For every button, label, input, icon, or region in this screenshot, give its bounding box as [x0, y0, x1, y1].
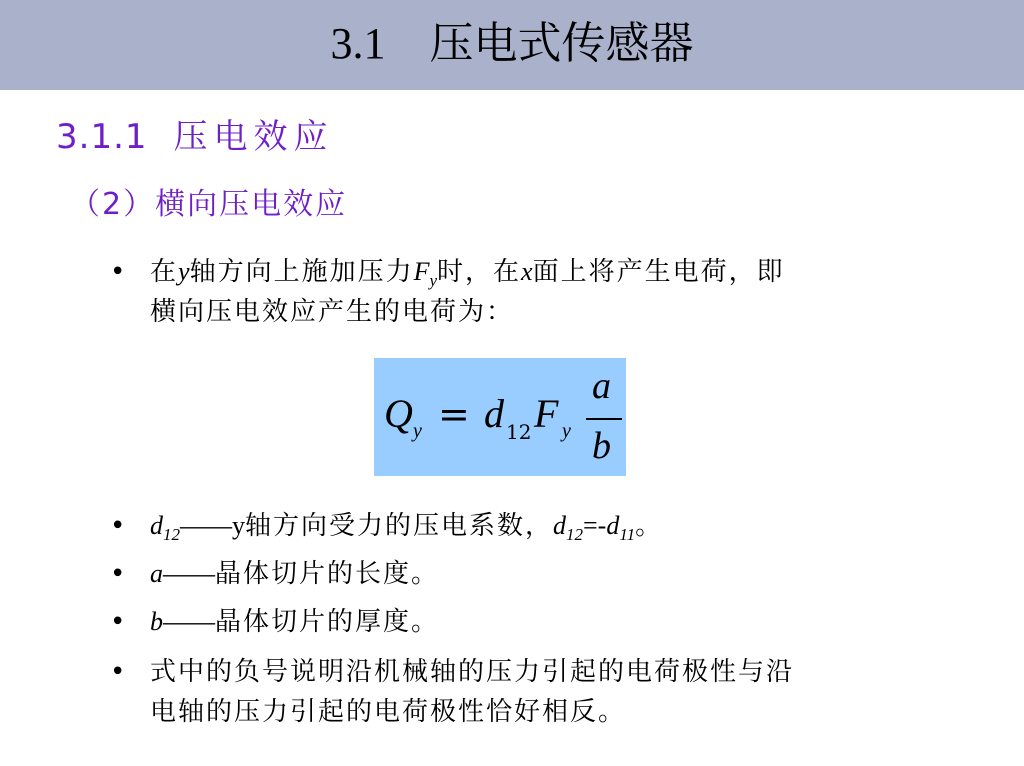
formula-Q-subscript: y — [413, 420, 422, 442]
var-d: d — [606, 511, 620, 540]
formula-F-subscript: y — [562, 420, 571, 442]
text-segment: 面上将产生电荷，即 — [532, 257, 785, 287]
formula-F: F — [534, 391, 559, 436]
var-F: F — [413, 257, 430, 286]
var-a: a — [150, 559, 163, 588]
bullet-d12 — [110, 506, 930, 546]
var-x: x — [521, 257, 533, 286]
var-d-subscript: 12 — [566, 525, 584, 544]
bullet-line-2: 横向压电效应产生的电荷为： — [150, 297, 515, 327]
var-d: d — [553, 511, 567, 540]
bullet-dot: • — [110, 257, 126, 287]
text-segment: 轴方向上施加压力 — [189, 257, 414, 287]
text-segment: 。 — [635, 511, 664, 541]
text-segment: 晶体切片的长度。 — [215, 559, 440, 589]
dash: —— — [180, 511, 232, 540]
text-segment: 晶体切片的厚度。 — [215, 607, 440, 637]
slide-title-text: 压电式传感器 — [429, 18, 694, 69]
var-F-subscript: y — [429, 271, 438, 290]
bullet-dot: • — [110, 511, 126, 541]
var-d: d — [150, 511, 163, 540]
dash: —— — [163, 607, 215, 636]
text-y: y — [232, 511, 245, 540]
section-number: 3.1.1 — [56, 117, 148, 157]
subsection-number: 2 — [102, 187, 124, 222]
bullet-sign-explanation — [110, 652, 930, 736]
bullet-line-2: 电轴的压力引起的电荷极性恰好相反。 — [150, 697, 627, 727]
fraction-bar — [586, 418, 622, 420]
slide-title-number: 3.1 — [330, 19, 386, 68]
var-y: y — [178, 257, 190, 286]
bullet-text — [150, 602, 439, 642]
bullet-dot: • — [110, 607, 126, 637]
formula-d: d — [484, 391, 504, 436]
text-segment: 在 — [150, 257, 179, 287]
bullet-transverse-force — [110, 252, 930, 336]
text-segment: 轴方向受力的压电系数， — [245, 511, 554, 541]
var-d-subscript: 11 — [619, 525, 636, 544]
bullet-dot: • — [110, 657, 126, 687]
text-segment: 时，在 — [437, 257, 522, 287]
section-text: 压电效应 — [173, 117, 334, 157]
var-b: b — [150, 607, 163, 636]
dash: —— — [163, 559, 215, 588]
var-d-subscript: 12 — [163, 525, 180, 544]
bullet-a — [110, 554, 930, 594]
section-heading — [56, 112, 334, 162]
bullet-b — [110, 602, 930, 642]
formula-denominator: b — [592, 425, 611, 467]
formula-Q: Q — [384, 391, 413, 436]
bullet-line-1: 式中的负号说明沿机械轴的压力引起的电荷极性与沿 — [150, 657, 795, 687]
formula-equals: = — [438, 392, 470, 436]
bullet-dot: • — [110, 559, 126, 589]
subsection-text: 横向压电效应 — [155, 187, 348, 222]
formula-d-subscript: 12 — [506, 420, 532, 444]
subsection-paren-close: ） — [123, 187, 156, 222]
formula-numerator: a — [592, 365, 611, 407]
bullet-text — [150, 554, 439, 594]
subsection-paren-open: （ — [70, 187, 102, 222]
equals-minus: =- — [583, 511, 607, 540]
slide-title — [0, 14, 1024, 74]
subsection-heading — [70, 182, 347, 228]
bullet-text — [150, 506, 663, 555]
